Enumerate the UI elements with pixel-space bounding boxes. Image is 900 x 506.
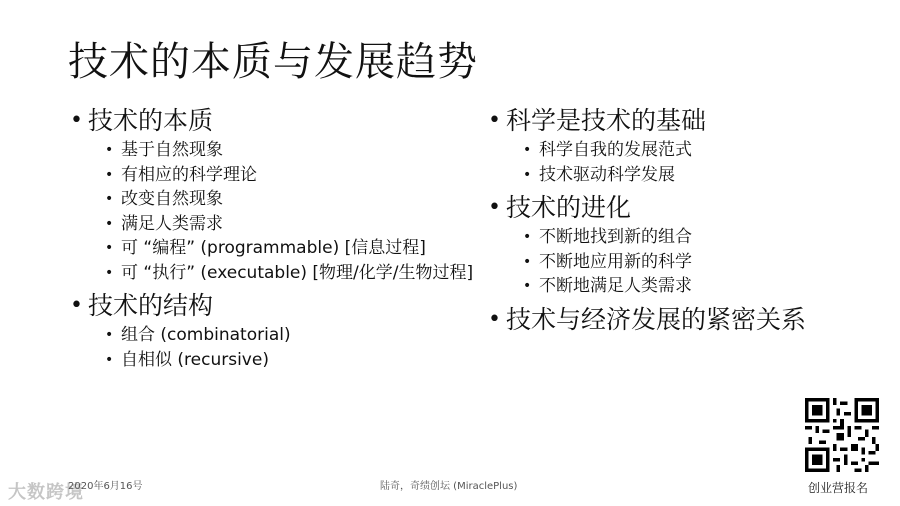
section-science-basis — [488, 104, 888, 187]
bullet-item: • 有相应的科学理论 — [70, 163, 490, 188]
bullet-item: • 不断地满足人类需求 — [488, 274, 888, 299]
bullet-item: • 满足人类需求 — [70, 212, 490, 237]
bullet-item: • 可 “编程” (programmable) [信息过程] — [70, 236, 490, 261]
bullet-item: • 基于自然现象 — [70, 138, 490, 163]
bullet-heading: • 技术的进化 — [488, 191, 888, 225]
bullet-item: • 改变自然现象 — [70, 187, 490, 212]
right-column — [488, 104, 888, 341]
bullet-heading: • 科学是技术的基础 — [488, 104, 888, 138]
bullet-item: • 自相似 (recursive) — [70, 348, 490, 373]
bullet-item: • 不断地找到新的组合 — [488, 225, 888, 250]
bullet-item: • 技术驱动科学发展 — [488, 163, 888, 188]
bullet-item: • 可 “执行” (executable) [物理/化学/生物过程] — [70, 261, 490, 286]
footer-credit: 陆奇，奇绩创坛 (MiraclePlus) — [380, 481, 518, 492]
bullet-item: • 科学自我的发展范式 — [488, 138, 888, 163]
left-column — [70, 104, 490, 376]
qr-caption: 创业营报名 — [808, 481, 869, 495]
slide-title: 技术的本质与发展趋势 — [68, 39, 478, 85]
bullet-item: • 组合 (combinatorial) — [70, 323, 490, 348]
bullet-heading: • 技术与经济发展的紧密关系 — [488, 303, 888, 337]
section-tech-structure — [70, 289, 490, 372]
section-tech-essence — [70, 104, 490, 285]
bullet-item: • 不断地应用新的科学 — [488, 250, 888, 275]
watermark-logo: 大数跨境 — [8, 482, 84, 503]
qr-code-icon[interactable] — [805, 398, 879, 472]
bullet-heading: • 技术的结构 — [70, 289, 490, 323]
footer-date: 2020年6月16号 — [68, 481, 143, 492]
section-tech-economy — [488, 303, 888, 337]
section-tech-evolution — [488, 191, 888, 299]
bullet-heading: • 技术的本质 — [70, 104, 490, 138]
